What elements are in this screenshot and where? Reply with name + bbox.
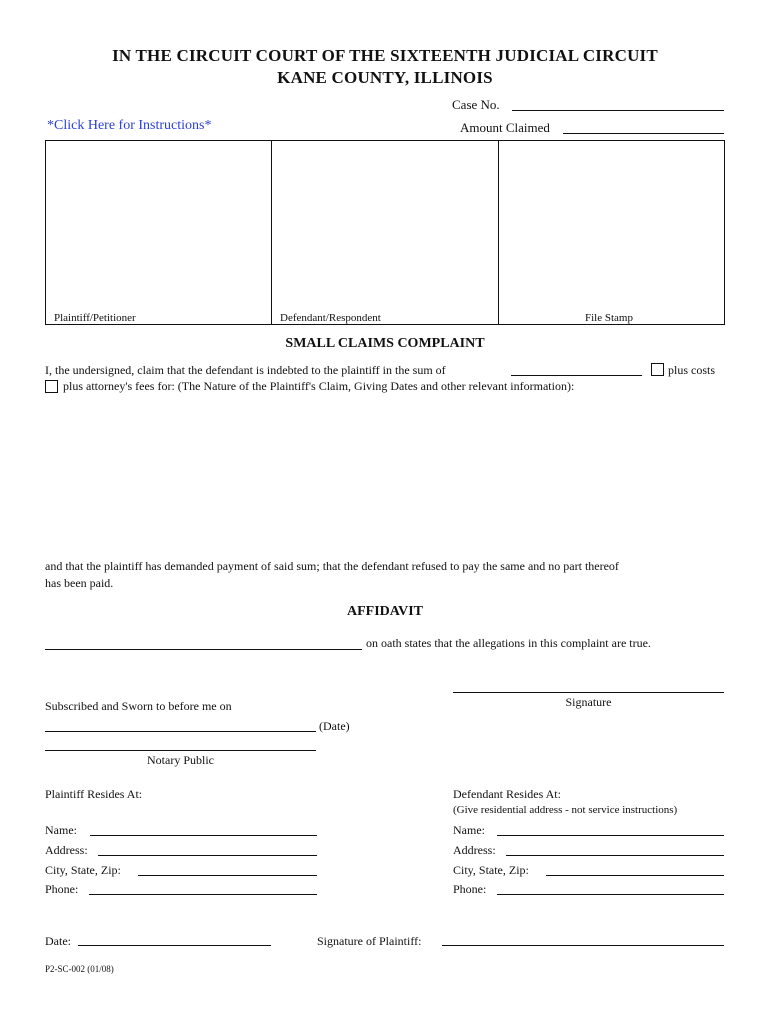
form-code: P2-SC-002 (01/08) [45, 964, 114, 974]
file-stamp-label: File Stamp [585, 312, 633, 324]
plaintiff-box-label: Plaintiff/Petitioner [54, 312, 136, 324]
sworn-date-field[interactable] [45, 731, 316, 732]
defendant-name-field[interactable] [497, 835, 724, 836]
plus-costs-label: plus costs [668, 363, 716, 377]
footer-date-field[interactable] [78, 945, 271, 946]
case-no-label: Case No. [452, 97, 500, 112]
plaintiff-phone-field[interactable] [89, 894, 317, 895]
county-title: KANE COUNTY, ILLINOIS [277, 68, 493, 87]
defendant-name-label: Name: [453, 823, 485, 837]
subscribed-text: Subscribed and Sworn to before me on [45, 699, 232, 713]
plaintiff-city-field[interactable] [138, 875, 317, 876]
defendant-resides-note: (Give residential address - not service instructions) [453, 804, 678, 816]
plaintiff-signature-label: Signature of Plaintiff: [317, 934, 422, 948]
signature-label: Signature [565, 695, 612, 709]
footer-date-label: Date: [45, 934, 71, 948]
plaintiff-name-field[interactable] [90, 835, 317, 836]
affiant-name-field[interactable] [45, 649, 362, 650]
attorney-fees-checkbox[interactable] [45, 380, 58, 393]
defendant-city-label: City, State, Zip: [453, 863, 529, 877]
plaintiff-signature-field[interactable] [442, 945, 724, 946]
defendant-address-field[interactable] [506, 855, 724, 856]
signature-field[interactable] [453, 692, 724, 693]
defendant-box-label: Defendant/Respondent [280, 312, 381, 324]
complaint-title: SMALL CLAIMS COMPLAINT [285, 336, 485, 351]
affidavit-title: AFFIDAVIT [347, 604, 423, 619]
amount-claimed-field[interactable] [563, 133, 724, 134]
plaintiff-address-label: Address: [45, 843, 88, 857]
defendant-box[interactable] [271, 140, 499, 325]
instructions-link[interactable]: *Click Here for Instructions* [47, 118, 212, 133]
plaintiff-address-field[interactable] [98, 855, 317, 856]
defendant-resides-title: Defendant Resides At: [453, 787, 561, 801]
date-label: (Date) [319, 719, 350, 733]
demand-line2: has been paid. [45, 576, 114, 590]
case-no-field[interactable] [512, 110, 724, 111]
demand-line1: and that the plaintiff has demanded payment of said sum; that the defendant refused to pay the same and no part thereof [45, 559, 619, 573]
claim-nature-area[interactable] [45, 397, 725, 552]
plaintiff-name-label: Name: [45, 823, 77, 837]
plaintiff-city-label: City, State, Zip: [45, 863, 121, 877]
notary-field[interactable] [45, 750, 316, 751]
defendant-city-field[interactable] [546, 875, 724, 876]
oath-text: on oath states that the allegations in this complaint are true. [366, 636, 651, 650]
court-title: IN THE CIRCUIT COURT OF THE SIXTEENTH JUDICIAL CIRCUIT [112, 46, 658, 65]
plaintiff-resides-title: Plaintiff Resides At: [45, 787, 143, 801]
sum-field[interactable] [511, 375, 642, 376]
amount-claimed-label: Amount Claimed [460, 120, 550, 135]
plus-costs-checkbox[interactable] [651, 363, 664, 376]
plaintiff-box[interactable] [45, 140, 272, 325]
defendant-address-label: Address: [453, 843, 496, 857]
notary-label: Notary Public [147, 753, 214, 767]
plaintiff-phone-label: Phone: [45, 882, 79, 896]
file-stamp-box [498, 140, 725, 325]
complaint-line1: I, the undersigned, claim that the defendant is indebted to the plaintiff in the sum of [45, 363, 446, 377]
defendant-phone-field[interactable] [497, 894, 724, 895]
complaint-line2: plus attorney's fees for: (The Nature of the Plaintiff's Claim, Giving Dates and other relevant information): [63, 379, 575, 393]
defendant-phone-label: Phone: [453, 882, 487, 896]
